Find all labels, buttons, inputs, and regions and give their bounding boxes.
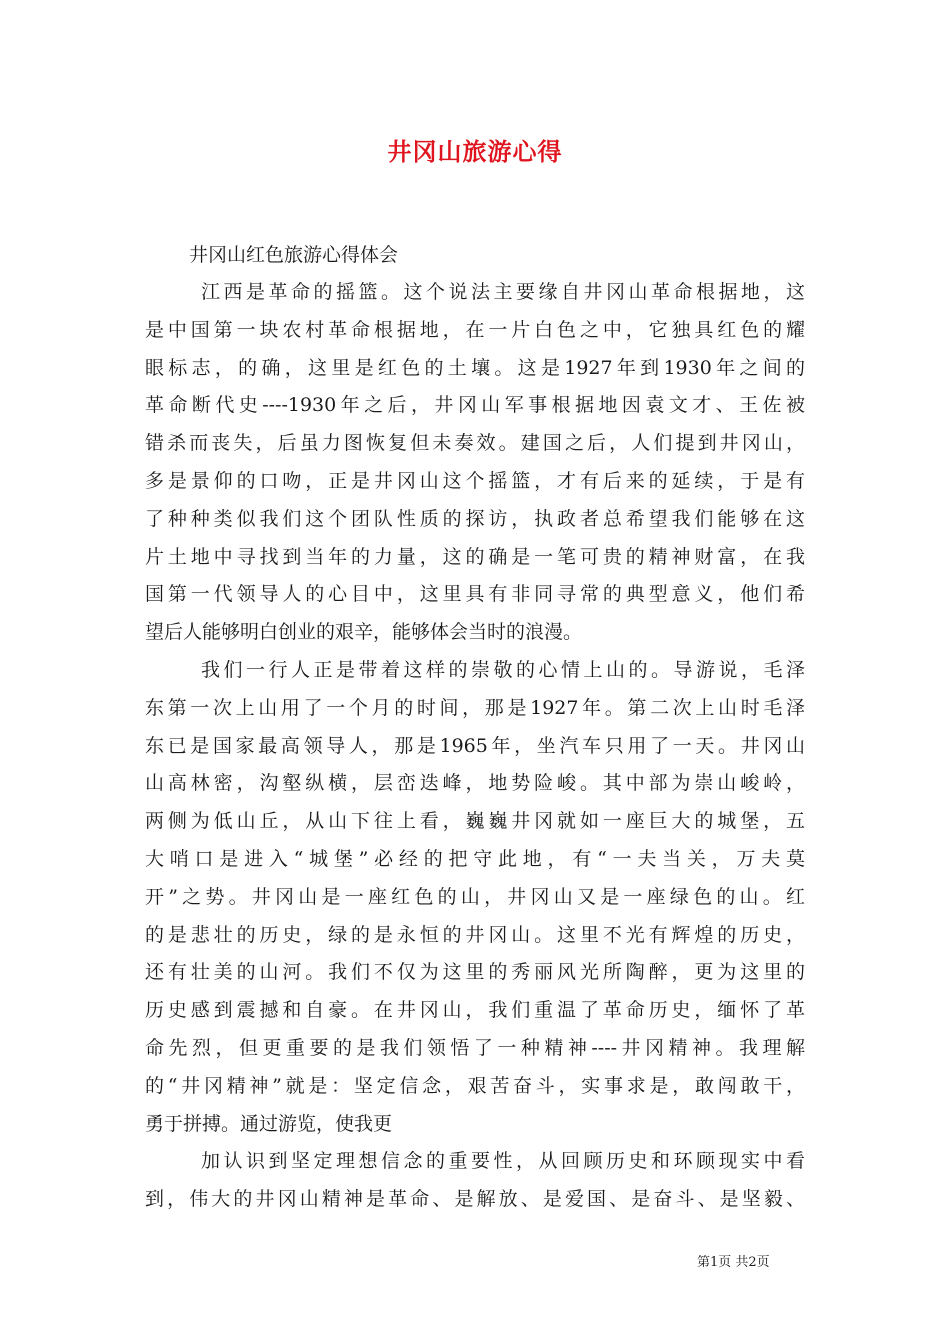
text-line: 我们一行人正是带着这样的崇敬的心情上山的。导游说，毛泽 [201, 658, 805, 681]
text-line: 眼标志，的确，这里是红色的土壤。这是1927年到1930年之间的 [145, 356, 805, 379]
text-line: 历史感到震撼和自豪。在井冈山，我们重温了革命历史，缅怀了革 [145, 999, 805, 1022]
text-line: 东第一次上山用了一个月的时间，那是1927年。第二次上山时毛泽 [145, 696, 805, 719]
paragraph-3 [145, 1143, 805, 1219]
text-line: 江西是革命的摇篮。这个说法主要缘自井冈山革命根据地，这 [201, 281, 805, 303]
text-line: 错杀而丧失，后虽力图恢复但未奏效。建国之后，人们提到井冈山， [145, 432, 805, 455]
text-line: 大哨口是进入“城堡”必经的把守此地，有“一夫当关，万夫莫 [145, 847, 805, 870]
text-line: 还有壮美的山河。我们不仅为这里的秀丽风光所陶醉，更为这里的 [145, 961, 805, 984]
text-line: 的是悲壮的历史，绿的是永恒的井冈山。这里不光有辉煌的历史， [145, 923, 805, 946]
text-line: 到，伟大的井冈山精神是革命、是解放、是爱国、是奋斗、是坚毅、 [145, 1188, 805, 1211]
text-line: 山高林密，沟壑纵横，层峦迭峰，地势险峻。其中部为崇山峻岭， [145, 772, 805, 795]
text-line: 多是景仰的口吻，正是井冈山这个摇篮，才有后来的延续，于是有 [145, 469, 805, 492]
text-line: 开”之势。井冈山是一座红色的山，井冈山又是一座绿色的山。红 [145, 885, 805, 908]
text-line: 是中国第一块农村革命根据地，在一片白色之中，它独具红色的耀 [145, 318, 805, 341]
text-line: 望后人能够明白创业的艰辛，能够体会当时的浪漫。 [145, 621, 583, 644]
page-number: 第1页 共2页 [697, 1255, 770, 1270]
text-line: 国第一代领导人的心目中，这里具有非同寻常的典型意义，他们希 [145, 583, 805, 606]
text-line: 东已是国家最高领导人，那是1965年，坐汽车只用了一天。井冈山 [145, 734, 805, 757]
text-line: 了种种类似我们这个团队性质的探访，执政者总希望我们能够在这 [145, 507, 805, 530]
paragraph-1 [145, 274, 805, 652]
text-line: 革命断代史----1930年之后，井冈山军事根据地因袁文才、王佐被 [145, 394, 805, 417]
text-line: 命先烈，但更重要的是我们领悟了一种精神----井冈精神。我理解 [145, 1036, 805, 1059]
text-line: 片土地中寻找到当年的力量，这的确是一笔可贵的精神财富，在我 [145, 545, 805, 568]
text-line: 的“井冈精神”就是：坚定信念，艰苦奋斗，实事求是，敢闯敢干， [145, 1074, 805, 1097]
document-subtitle: 井冈山红色旅游心得体会 [189, 244, 399, 266]
paragraph-2 [145, 652, 805, 1143]
text-line: 勇于拼搏。通过游览，使我更 [145, 1112, 393, 1135]
text-line: 加认识到坚定理想信念的重要性，从回顾历史和环顾现实中看 [201, 1150, 805, 1173]
document-title: 井冈山旅游心得 [387, 137, 563, 166]
text-line: 两侧为低山丘，从山下往上看，巍巍井冈就如一座巨大的城堡，五 [145, 810, 805, 833]
document-body [145, 236, 805, 1219]
